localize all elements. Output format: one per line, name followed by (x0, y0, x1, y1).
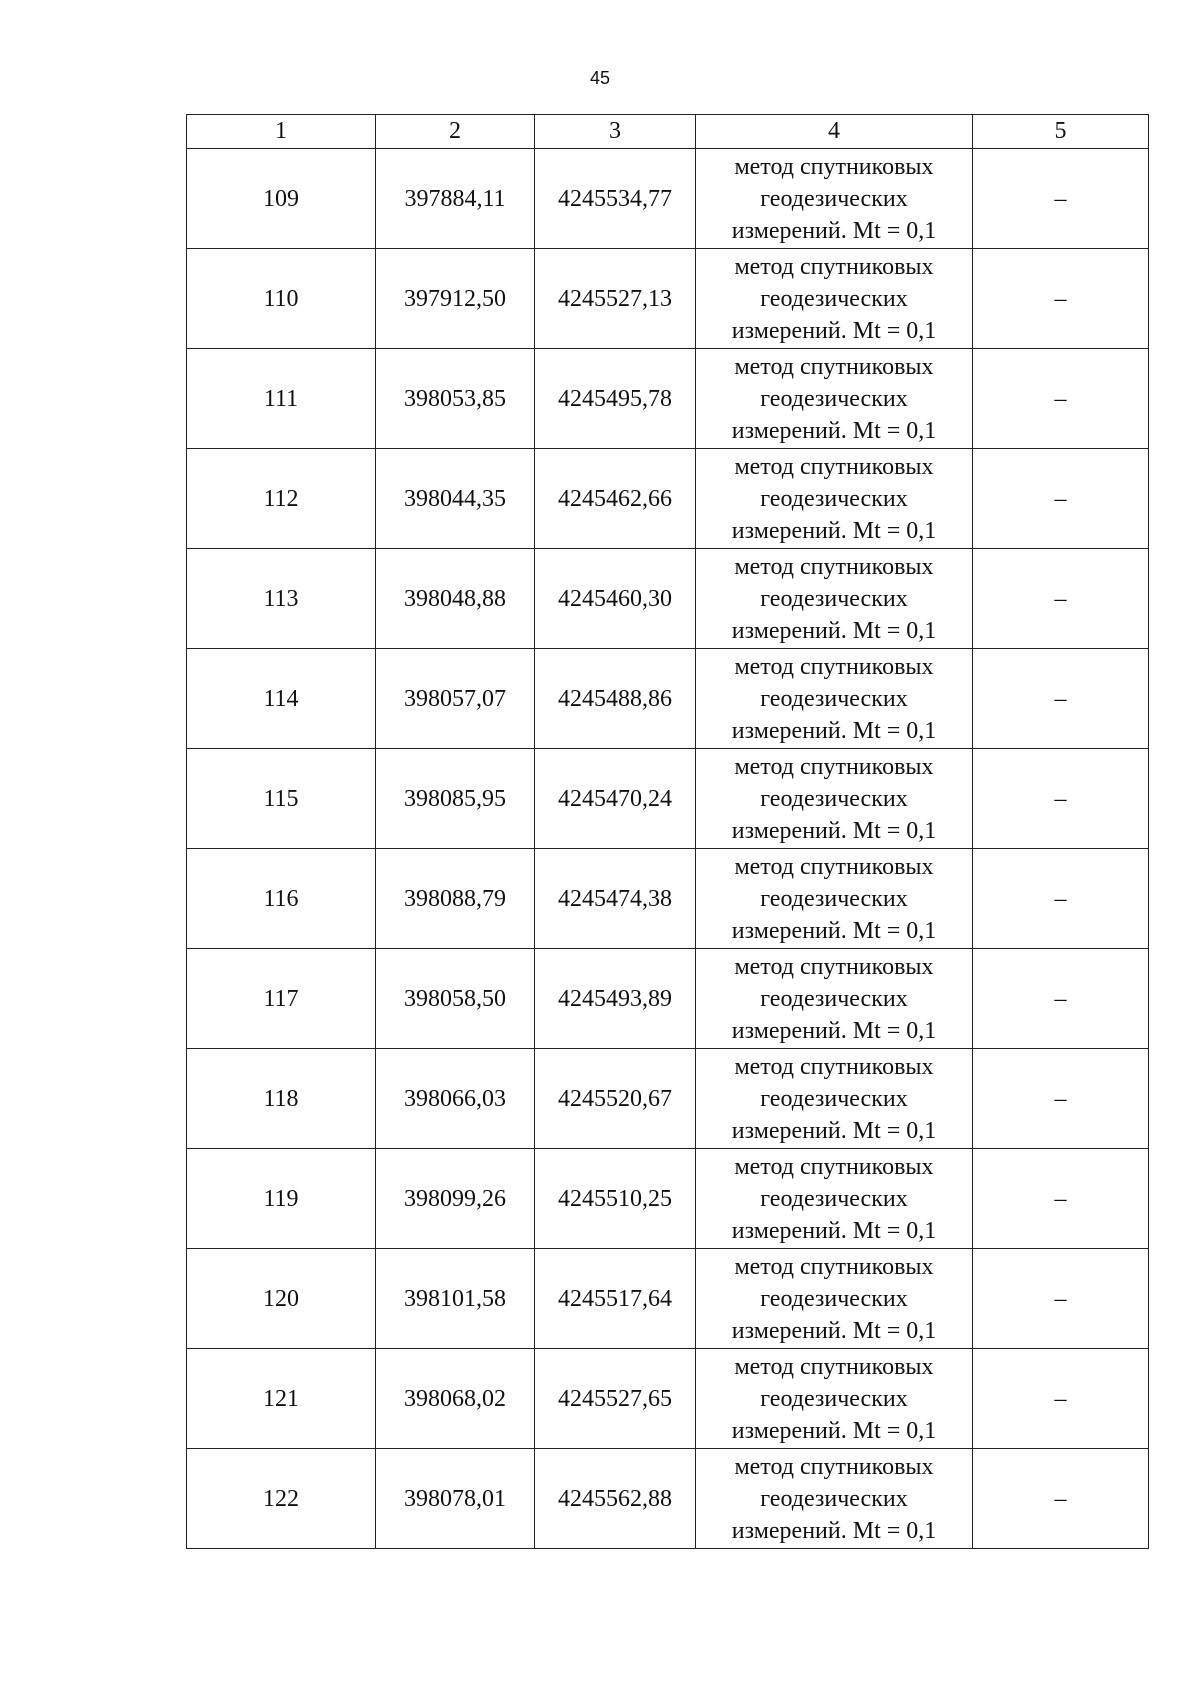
point-number-cell: 119 (187, 1149, 376, 1249)
y-coordinate-cell: 4245534,77 (535, 149, 696, 249)
table-row (187, 949, 1149, 1049)
point-number-cell: 117 (187, 949, 376, 1049)
header-col-4: 4 (696, 115, 973, 149)
x-coordinate-cell: 398078,01 (376, 1449, 535, 1549)
method-line-1: метод спутниковых (734, 1253, 934, 1280)
y-coordinate-cell: 4245493,89 (535, 949, 696, 1049)
table-row (187, 1149, 1149, 1249)
method-line-3: измерений. Mt = 0,1 (731, 417, 937, 444)
table-row (187, 249, 1149, 349)
table-row (187, 649, 1149, 749)
note-cell: – (973, 349, 1149, 449)
y-coordinate-cell: 4245460,30 (535, 549, 696, 649)
method-line-2: геодезических (760, 385, 908, 412)
note-cell: – (973, 1349, 1149, 1449)
method-cell (696, 249, 973, 349)
page-number: 45 (589, 68, 611, 88)
method-line-1: метод спутниковых (734, 253, 934, 280)
method-line-3: измерений. Mt = 0,1 (731, 617, 937, 644)
y-coordinate-cell: 4245517,64 (535, 1249, 696, 1349)
x-coordinate-cell: 398058,50 (376, 949, 535, 1049)
method-line-1: метод спутниковых (734, 153, 934, 180)
x-coordinate-cell: 398044,35 (376, 449, 535, 549)
x-coordinate-cell: 398068,02 (376, 1349, 535, 1449)
method-line-3: измерений. Mt = 0,1 (731, 817, 937, 844)
note-cell: – (973, 849, 1149, 949)
method-line-3: измерений. Mt = 0,1 (731, 1217, 937, 1244)
method-line-3: измерений. Mt = 0,1 (731, 1117, 937, 1144)
note-cell: – (973, 649, 1149, 749)
method-line-1: метод спутниковых (734, 353, 934, 380)
x-coordinate-cell: 398066,03 (376, 1049, 535, 1149)
method-cell (696, 349, 973, 449)
y-coordinate-cell: 4245474,38 (535, 849, 696, 949)
x-coordinate-cell: 398048,88 (376, 549, 535, 649)
y-coordinate-cell: 4245520,67 (535, 1049, 696, 1149)
note-cell: – (973, 1249, 1149, 1349)
table-row (187, 1449, 1149, 1549)
method-line-1: метод спутниковых (734, 653, 934, 680)
table-body (187, 149, 1149, 1549)
method-line-2: геодезических (760, 1385, 908, 1412)
note-cell: – (973, 1049, 1149, 1149)
method-line-2: геодезических (760, 1185, 908, 1212)
method-line-2: геодезических (760, 185, 908, 212)
point-number-cell: 122 (187, 1449, 376, 1549)
method-line-2: геодезических (760, 1285, 908, 1312)
point-number-cell: 110 (187, 249, 376, 349)
header-col-5: 5 (973, 115, 1149, 149)
x-coordinate-cell: 397884,11 (376, 149, 535, 249)
method-line-3: измерений. Mt = 0,1 (731, 217, 937, 244)
point-number-cell: 120 (187, 1249, 376, 1349)
point-number-cell: 109 (187, 149, 376, 249)
point-number-cell: 112 (187, 449, 376, 549)
y-coordinate-cell: 4245562,88 (535, 1449, 696, 1549)
method-cell (696, 949, 973, 1049)
method-line-1: метод спутниковых (734, 1353, 934, 1380)
method-line-2: геодезических (760, 985, 908, 1012)
method-line-3: измерений. Mt = 0,1 (731, 917, 937, 944)
table-header (187, 115, 1149, 149)
x-coordinate-cell: 398099,26 (376, 1149, 535, 1249)
table-row (187, 849, 1149, 949)
table-row (187, 749, 1149, 849)
coordinates-table (186, 114, 1149, 1549)
note-cell: – (973, 549, 1149, 649)
method-cell (696, 549, 973, 649)
method-cell (696, 1449, 973, 1549)
y-coordinate-cell: 4245527,13 (535, 249, 696, 349)
table-row (187, 1249, 1149, 1349)
point-number-cell: 113 (187, 549, 376, 649)
y-coordinate-cell: 4245462,66 (535, 449, 696, 549)
method-line-3: измерений. Mt = 0,1 (731, 317, 937, 344)
method-line-2: геодезических (760, 585, 908, 612)
point-number-cell: 114 (187, 649, 376, 749)
method-cell (696, 1349, 973, 1449)
method-line-3: измерений. Mt = 0,1 (731, 1417, 937, 1444)
method-line-1: метод спутниковых (734, 553, 934, 580)
method-line-1: метод спутниковых (734, 1453, 934, 1480)
y-coordinate-cell: 4245510,25 (535, 1149, 696, 1249)
method-line-3: измерений. Mt = 0,1 (731, 1517, 937, 1544)
header-col-3: 3 (535, 115, 696, 149)
header-col-1: 1 (187, 115, 376, 149)
point-number-cell: 115 (187, 749, 376, 849)
x-coordinate-cell: 397912,50 (376, 249, 535, 349)
table-row (187, 149, 1149, 249)
method-cell (696, 849, 973, 949)
x-coordinate-cell: 398057,07 (376, 649, 535, 749)
note-cell: – (973, 449, 1149, 549)
method-line-2: геодезических (760, 1485, 908, 1512)
method-line-1: метод спутниковых (734, 753, 934, 780)
method-line-2: геодезических (760, 885, 908, 912)
table-row (187, 449, 1149, 549)
method-line-2: геодезических (760, 285, 908, 312)
point-number-cell: 116 (187, 849, 376, 949)
note-cell: – (973, 949, 1149, 1049)
x-coordinate-cell: 398101,58 (376, 1249, 535, 1349)
note-cell: – (973, 1149, 1149, 1249)
x-coordinate-cell: 398085,95 (376, 749, 535, 849)
y-coordinate-cell: 4245488,86 (535, 649, 696, 749)
method-cell (696, 149, 973, 249)
method-line-3: измерений. Mt = 0,1 (731, 717, 937, 744)
header-row (187, 115, 1149, 149)
method-cell (696, 449, 973, 549)
method-line-3: измерений. Mt = 0,1 (731, 517, 937, 544)
point-number-cell: 111 (187, 349, 376, 449)
method-line-3: измерений. Mt = 0,1 (731, 1017, 937, 1044)
table-row (187, 1349, 1149, 1449)
method-line-2: геодезических (760, 1085, 908, 1112)
method-line-1: метод спутниковых (734, 1153, 934, 1180)
table-row (187, 1049, 1149, 1149)
method-cell (696, 1049, 973, 1149)
note-cell: – (973, 749, 1149, 849)
method-line-2: геодезических (760, 485, 908, 512)
method-cell (696, 749, 973, 849)
note-cell: – (973, 1449, 1149, 1549)
y-coordinate-cell: 4245495,78 (535, 349, 696, 449)
point-number-cell: 121 (187, 1349, 376, 1449)
method-line-2: геодезических (760, 685, 908, 712)
method-line-1: метод спутниковых (734, 853, 934, 880)
y-coordinate-cell: 4245470,24 (535, 749, 696, 849)
x-coordinate-cell: 398053,85 (376, 349, 535, 449)
method-line-2: геодезических (760, 785, 908, 812)
y-coordinate-cell: 4245527,65 (535, 1349, 696, 1449)
method-line-1: метод спутниковых (734, 953, 934, 980)
header-col-2: 2 (376, 115, 535, 149)
method-line-3: измерений. Mt = 0,1 (731, 1317, 937, 1344)
note-cell: – (973, 249, 1149, 349)
method-cell (696, 1249, 973, 1349)
x-coordinate-cell: 398088,79 (376, 849, 535, 949)
method-line-1: метод спутниковых (734, 453, 934, 480)
method-line-1: метод спутниковых (734, 1053, 934, 1080)
table-row (187, 349, 1149, 449)
point-number-cell: 118 (187, 1049, 376, 1149)
method-cell (696, 649, 973, 749)
method-cell (696, 1149, 973, 1249)
table-row (187, 549, 1149, 649)
note-cell: – (973, 149, 1149, 249)
